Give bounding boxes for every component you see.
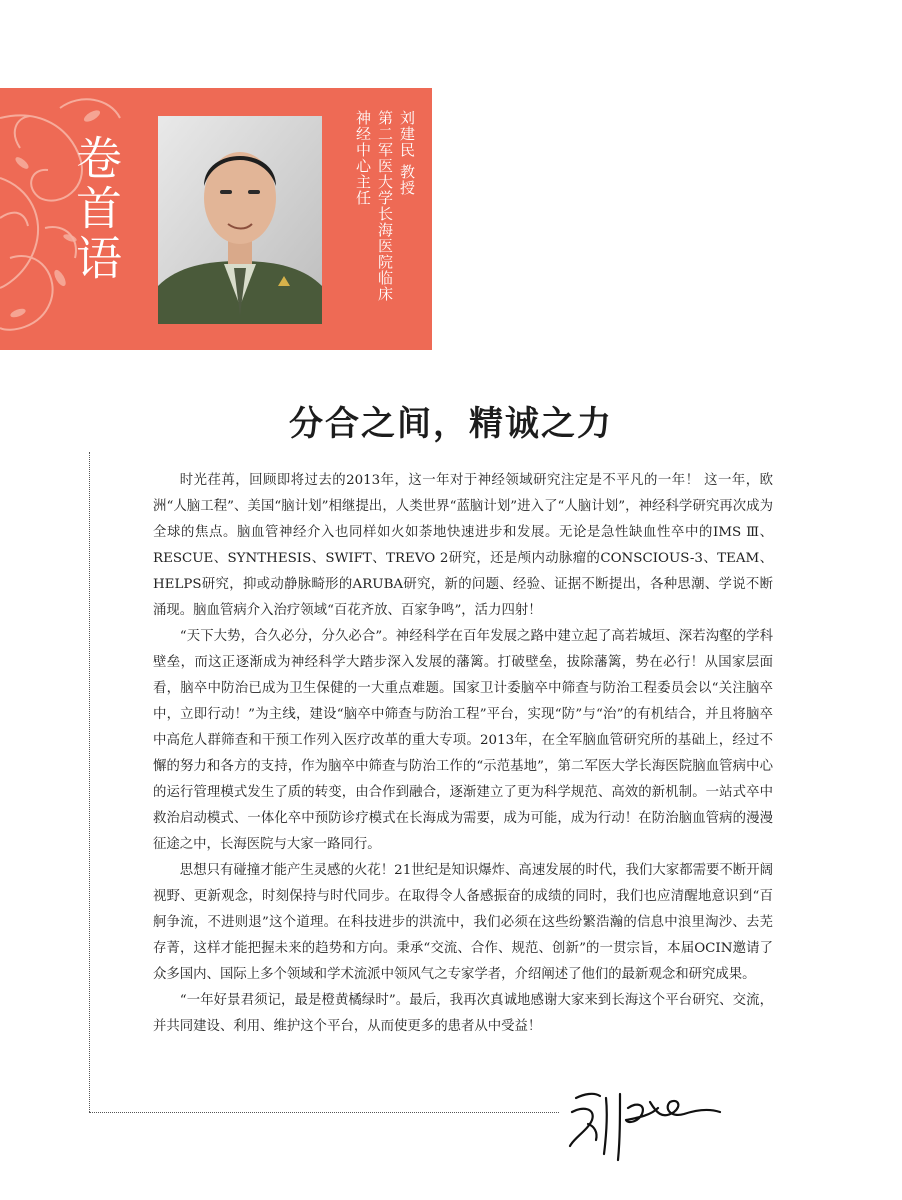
paragraph: 时光荏苒，回顾即将过去的2013年，这一年对于神经领域研究注定是不平凡的一年！ 这一年，欧洲“人脑工程”、美国“脑计划”相继提出，人类世界“蓝脑计划”进入了“人脑计划”，神经科学研究再次成为全球的焦点。脑血管神经介入也同样如火如荼地快速进步和发展。无论是急性缺血性卒中的IMS Ⅲ、RESCUE、SYNTHESIS、SWIFT、TREVO 2研究，还是颅内动脉瘤的CONSCIOUS-3、TEAM、HELPS研究，抑或动静脉畸形的ARUBA研究，新的问题、经验、证据不断提出，各种思潮、学说不断涌现。脑血管病介入治疗领域“百花齐放、百家争鸣”，活力四射！ (153, 473, 773, 618)
article-body (153, 468, 773, 1040)
author-affiliation-line2: 神经中心主任 (354, 110, 372, 206)
article-headline: 分合之间，精诚之力 (289, 404, 613, 444)
paragraph: “一年好景君须记，最是橙黄橘绿时”。最后，我再次真诚地感谢大家来到长海这个平台研究、交流，并共同建设、利用、维护这个平台，从而使更多的患者从中受益！ (153, 993, 773, 1034)
author-affiliation-line1: 第二军医大学长海医院临床 (376, 110, 394, 302)
paragraph: “天下大势，合久必分，分久必合”。神经科学在百年发展之路中建立起了高若城垣、深若沟壑的学科壁垒，而这正逐渐成为神经科学大踏步深入发展的藩篱。打破壁垒，拔除藩篱，势在必行！从国家层面看，脑卒中防治已成为卫生保健的一大重点难题。国家卫计委脑卒中筛查与防治工程委员会以“关注脑卒中，立即行动！”为主线，建设“脑卒中筛查与防治工程”平台，实现“防”与“治”的有机结合，并且将脑卒中高危人群筛查和干预工作列入医疗改革的重大专项。2013年，在全军脑血管研究所的基础上，经过不懈的努力和各方的支持，作为脑卒中筛查与防治工作的“示范基地”，第二军医大学长海医院脑血管病中心的运行管理模式发生了质的转变，由合作到融合，逐渐建立了更为科学规范、高效的新机制。一站式卒中救治启动模式、一体化卒中预防诊疗模式在长海成为需要，成为可能，成为行动！在防治脑血管病的漫漫征途之中，长海医院与大家一路同行。 (153, 629, 773, 852)
author-name: 刘建民 教授 (398, 110, 416, 196)
header-banner (0, 88, 432, 350)
paragraph: 思想只有碰撞才能产生灵感的火花！21世纪是知识爆炸、高速发展的时代，我们大家都需要不断开阔视野、更新观念，时刻保持与时代同步。在取得令人备感振奋的成绩的同时，我们也应清醒地意识到“百舸争流，不进则退”这个道理。在科技进步的洪流中，我们必须在这些纷繁浩瀚的信息中浪里淘沙、去芜存菁，这样才能把握未来的趋势和方向。秉承“交流、合作、规范、创新”的一贯宗旨，本届OCIN邀请了众多国内、国际上多个领域和学术流派中领风气之专家学者，介绍阐述了他们的最新观念和研究成果。 (153, 863, 773, 982)
dotted-border-horizontal (89, 1112, 559, 1113)
dotted-border-vertical (89, 452, 90, 1112)
section-title: 卷首语 (69, 134, 123, 284)
author-photo (158, 116, 322, 324)
signature-icon (566, 1068, 726, 1164)
